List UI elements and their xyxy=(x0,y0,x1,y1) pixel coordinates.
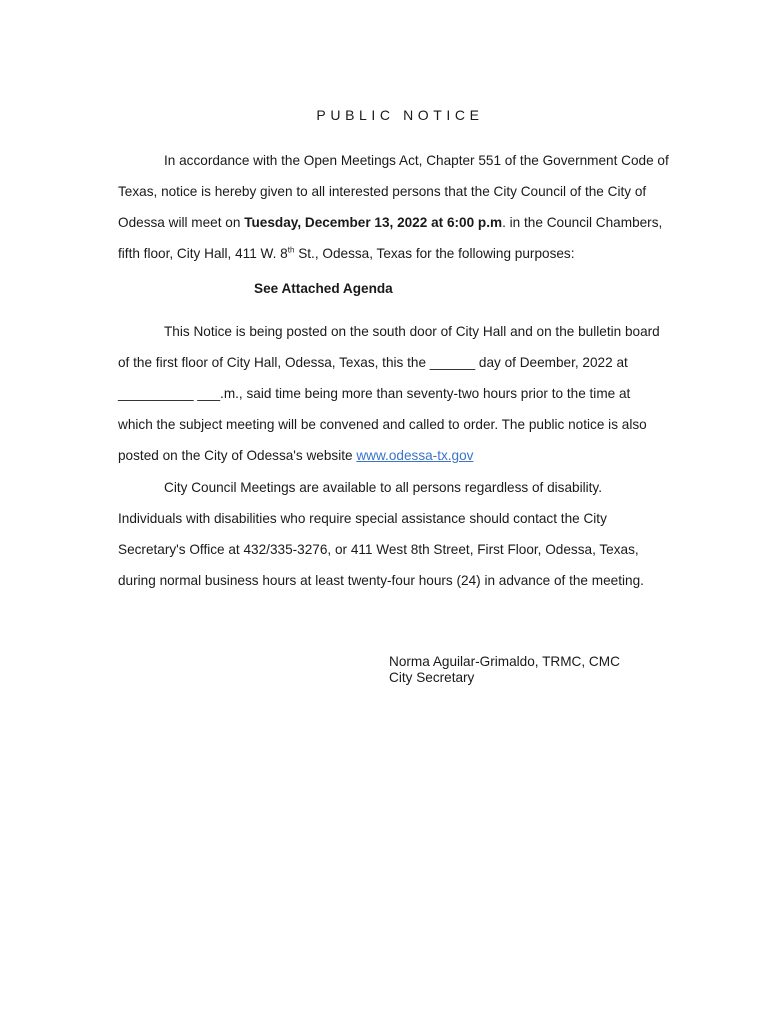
ordinal-suffix: th xyxy=(287,245,295,255)
signatory-role: City Secretary xyxy=(389,670,475,685)
posting-line-4: which the subject meeting will be convened and called to order. The public notice is also xyxy=(118,417,647,432)
meeting-line-4-end: St., Odessa, Texas for the following purposes: xyxy=(294,246,575,261)
signature-block xyxy=(389,654,620,686)
meeting-date-time: Tuesday, December 13, 2022 at 6:00 p.m xyxy=(244,215,503,230)
notice-title: PUBLIC NOTICE xyxy=(316,107,484,123)
meeting-line-3 xyxy=(118,207,688,238)
accessibility-line-3: Secretary's Office at 432/335-3276, or 411 West 8th Street, First Floor, Odessa, Texas, xyxy=(118,542,639,557)
posting-line-5-start: posted on the City of Odessa's website xyxy=(118,448,357,463)
meeting-line-4 xyxy=(118,238,688,269)
accessibility-line-2: Individuals with disabilities who require special assistance should contact the City xyxy=(118,511,607,526)
meeting-line-1: In accordance with the Open Meetings Act, Chapter 551 of the Government Code of xyxy=(164,153,669,168)
meeting-line-3-end: . in the Council Chambers, xyxy=(502,215,663,230)
meeting-line-2: Texas, notice is hereby given to all interested persons that the City Council of the City of xyxy=(118,184,647,199)
agenda-heading: See Attached Agenda xyxy=(254,281,393,296)
meeting-paragraph xyxy=(118,145,688,269)
posting-line-5 xyxy=(118,440,688,471)
posting-line-2: of the first floor of City Hall, Odessa, Texas, this the ______ day of Deember, 2022 at xyxy=(118,355,628,370)
signatory-name: Norma Aguilar-Grimaldo, TRMC, CMC xyxy=(389,654,620,669)
meeting-line-4-start: fifth floor, City Hall, 411 W. 8 xyxy=(118,246,288,261)
accessibility-paragraph xyxy=(118,472,688,596)
accessibility-line-1: City Council Meetings are available to all persons regardless of disability. xyxy=(164,480,602,495)
posting-paragraph xyxy=(118,316,688,471)
posting-line-3: __________ ___.m., said time being more than seventy-two hours prior to the time at xyxy=(118,386,631,401)
accessibility-line-4: during normal business hours at least twenty-four hours (24) in advance of the meeting. xyxy=(118,573,644,588)
meeting-line-3-start: Odessa will meet on xyxy=(118,215,245,230)
website-link[interactable]: www.odessa-tx.gov xyxy=(356,448,474,463)
posting-line-1: This Notice is being posted on the south door of City Hall and on the bulletin board xyxy=(164,324,660,339)
